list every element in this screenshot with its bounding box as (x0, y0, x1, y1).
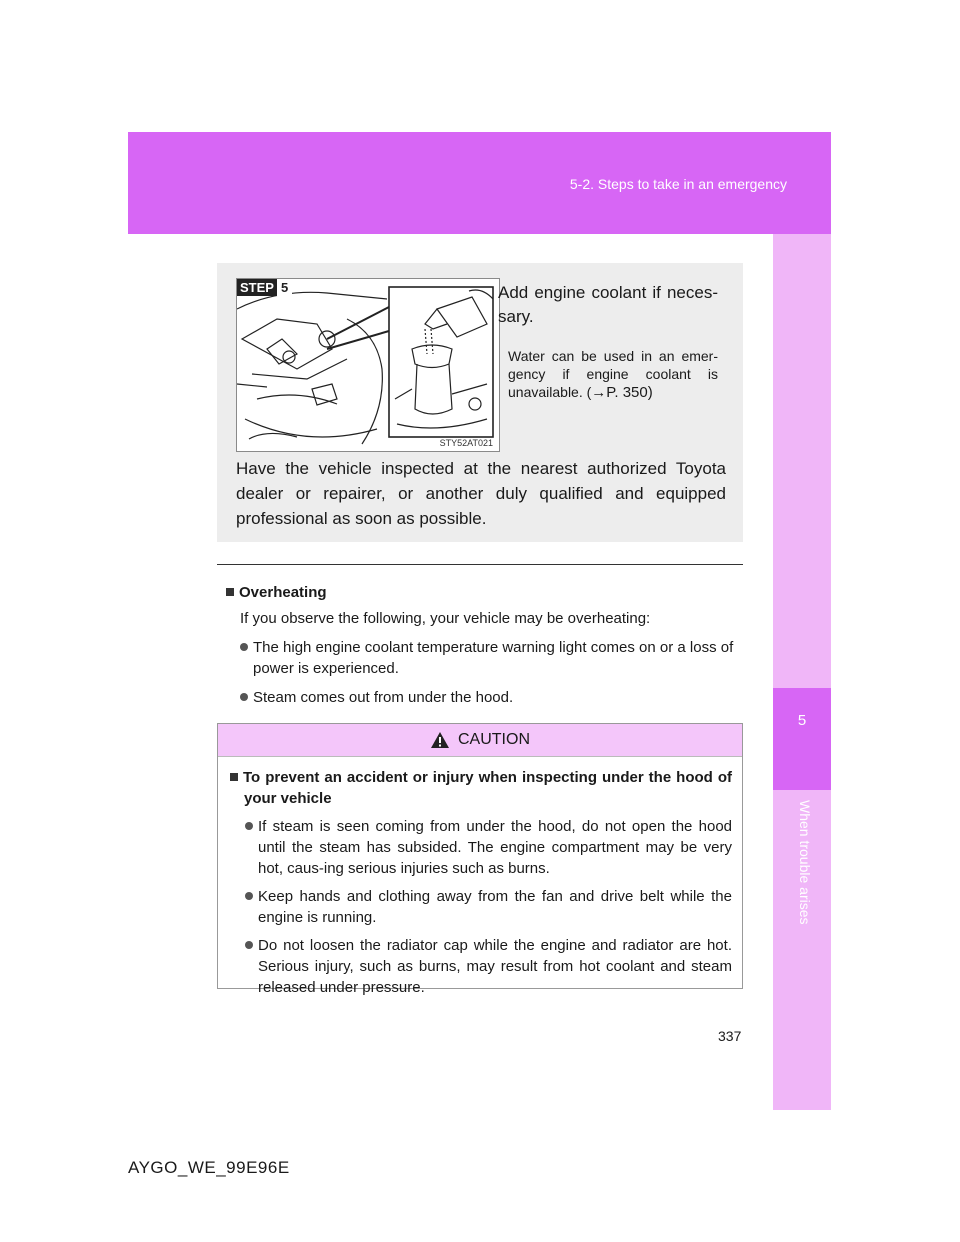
bullet-dot-icon (245, 941, 253, 949)
side-tab-active[interactable] (773, 688, 831, 790)
list-item-text: Keep hands and clothing away from the fan and drive belt while the engine is running. (258, 888, 732, 926)
caution-heading: CAUTION (458, 731, 530, 748)
engine-drawing (237, 279, 499, 451)
list-item-text: Steam comes out from under the hood. (253, 689, 514, 706)
list-item-text: The high engine coolant temperature warning light comes on or a loss of (253, 639, 734, 656)
step-badge (237, 279, 292, 296)
page-number: 337 (718, 1028, 742, 1044)
step-note (508, 347, 718, 402)
page-reference-link[interactable]: →P. 350) (591, 384, 653, 401)
step-badge-label: STEP (237, 279, 277, 296)
side-tab-strip (773, 234, 831, 1110)
overheating-section (226, 582, 743, 708)
illustration-code: STY52AT021 (439, 438, 493, 448)
bullet-dot-icon (240, 693, 248, 701)
bullet-dot-icon (240, 643, 248, 651)
list-item (226, 687, 743, 708)
bullet-dot-icon (245, 892, 253, 900)
list-item (230, 886, 732, 928)
section-divider (217, 564, 743, 565)
list-item (226, 637, 743, 679)
caution-box (217, 723, 743, 996)
document-code: AYGO_WE_99E96E (128, 1158, 290, 1177)
header-band (128, 132, 831, 234)
caution-title (230, 767, 732, 809)
list-item (230, 935, 732, 998)
list-item-text: Do not loosen the radiator cap while the engine and radiator are hot. Serious injury, such as burns, may result from hot coolant and steam released under pressure. (258, 937, 732, 996)
overheating-intro: If you observe the following, your vehicle may be overheating: (240, 610, 651, 627)
square-bullet-icon (230, 773, 238, 781)
caution-header (218, 724, 742, 757)
step-instruction: Add engine coolant if neces-sary. (498, 283, 718, 326)
list-item (230, 816, 732, 879)
caution-body (218, 757, 742, 998)
step-box (217, 263, 743, 542)
overheating-title (226, 582, 743, 603)
square-bullet-icon (226, 588, 234, 596)
step-badge-number: 5 (277, 279, 292, 296)
side-tab-label: When trouble arises (797, 800, 813, 925)
engine-illustration (236, 278, 500, 452)
bullet-dot-icon (245, 822, 253, 830)
list-item-text: If steam is seen coming from under the hood, do not open the hood until the steam has subsided. The engine compartment may be very hot, caus-ing serious injuries such as burns. (258, 818, 732, 877)
warning-icon (430, 731, 450, 749)
list-item-text: power is experienced. (253, 660, 399, 677)
caution-title-text: To prevent an accident or injury when inspecting under the hood of your vehicle (243, 769, 732, 807)
step-note-text: Water can be used in an emer-gency if engine coolant is unavailable. ( (508, 348, 718, 400)
section-title: 5-2. Steps to take in an emergency (569, 176, 787, 192)
side-tab-number: 5 (797, 712, 807, 729)
overheating-title-text: Overheating (239, 584, 327, 601)
step-footer-text: Have the vehicle inspected at the nearest authorized Toyota dealer or repairer, or another duly qualified and equipped professional as soon as possible. (236, 459, 726, 528)
